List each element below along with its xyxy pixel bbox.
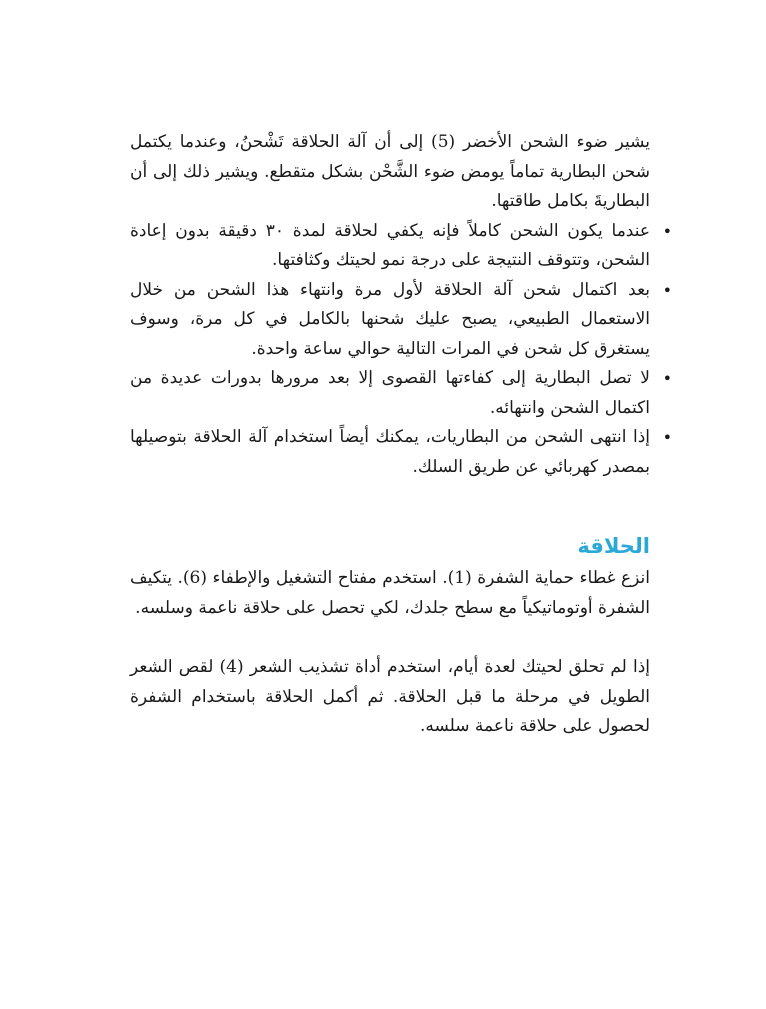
list-item [130, 276, 672, 365]
list-item [130, 217, 672, 276]
bullet-icon: • [662, 221, 672, 241]
bullet-text: بعد اكتمال شحن آلة الحلاقة لأول مرة وانتهاء هذا الشحن من خلال الاستعمال الطبيعي، يصبح عليك شحنها بالكامل في كل مرة، وسوف يستغرق كل شحن في المرات التالية حوالي ساعة واحدة. [130, 279, 650, 359]
section-title-shaving: الحلاقة [577, 534, 650, 558]
bullet-icon: • [662, 428, 672, 447]
list-item [130, 423, 672, 482]
shaving-paragraph-2: إذا لم تحلق لحيتك لعدة أيام، استخدم أداة تشذيب الشعر (4) لقص الشعر الطويل في مرحلة ما قبل الحلاقة. ثم أكمل الحلاقة باستخدام الشفرة لحصول على حلاقة ناعمة سلسه. [130, 657, 650, 736]
bullet-list [130, 217, 672, 483]
shaving-paragraph-1: انزع غطاء حماية الشفرة (1). استخدم مفتاح التشغيل والإطفاء (6). يتكيف الشفرة أوتوماتيكياً مع سطح جلدك، لكي تحصل على حلاقة ناعمة وسلسه. [130, 568, 650, 618]
bullet-text: لا تصل البطارية إلى كفاءتها القصوى إلا بعد مرورها بدورات عديدة من اكتمال الشحن وانتهائه. [130, 368, 650, 418]
intro-paragraph: يشير ضوء الشحن الأخضر (5) إلى أن آلة الحلاقة تَشْحنُ، وعندما يكتمل شحن البطارية تماماً يومض ضوء الشَّحْن بشكل متقطع. ويشير ذلك إلى أن البطاريةَ بكامل طاقتها. [130, 132, 650, 211]
paragraph-spacer [130, 623, 650, 653]
bullet-text: إذا انتهى الشحن من البطاريات، يمكنك أيضاً استخدام آلة الحلاقة بتوصيلها بمصدر كهربائي عن طريق السلك. [130, 427, 650, 477]
bullet-icon: • [662, 280, 672, 300]
bullet-text: عندما يكون الشحن كاملاً فإنه يكفي لحلاقة لمدة ٣٠ دقيقة بدون إعادة الشحن، وتتوقف النتيجة على درجة نمو لحيتك وكثافتها. [130, 220, 651, 270]
list-item [130, 364, 672, 423]
document-body [130, 128, 672, 742]
bullet-icon: • [662, 369, 672, 388]
